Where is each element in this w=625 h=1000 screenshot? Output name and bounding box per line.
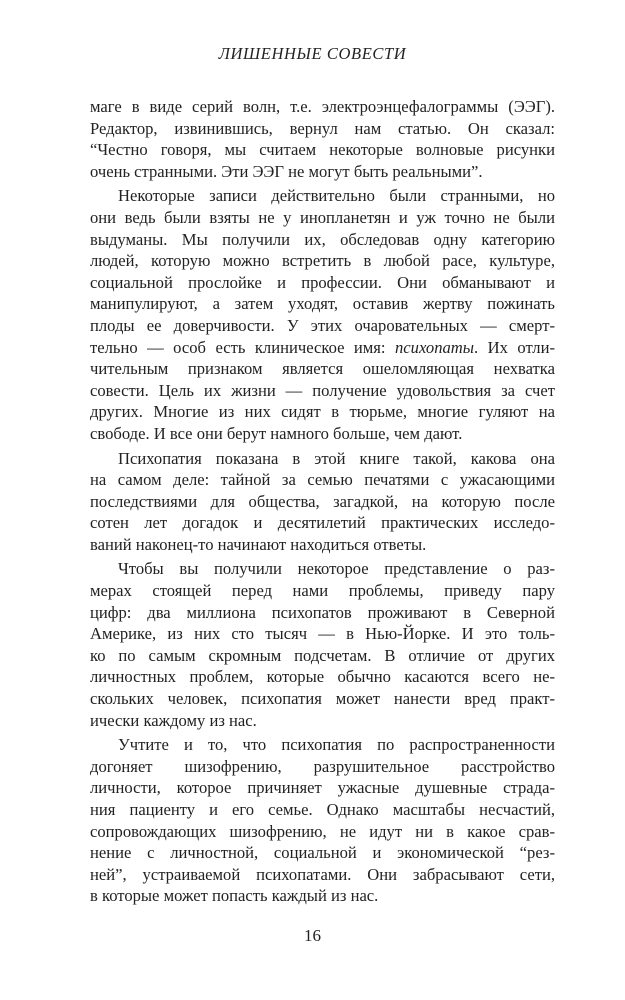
text-line: плоды ее доверчивости. У этих очаровательных — смерт-: [90, 315, 555, 335]
text-line: в которые может попасть каждый из нас.: [90, 886, 379, 906]
text-line: совести. Цель их жизни — получение удовольствия за счет: [90, 380, 555, 400]
running-head: ЛИШЕННЫЕ СОВЕСТИ: [218, 44, 407, 63]
text-line: Америке, из них сто тысяч — в Нью-Йорке. И это толь-: [90, 624, 555, 644]
text-line: на самом деле: тайной за семью печатями с ужасающими: [90, 470, 555, 490]
text-line: нение с личностной, социальной и экономической “рез-: [90, 843, 555, 863]
text-line: очень странными. Эти ЭЭГ не могут быть реальными”.: [90, 161, 483, 181]
body-text: [90, 96, 555, 907]
text-line: свободе. И все они берут намного больше, чем дают.: [90, 423, 463, 443]
text-line: других. Многие из них сидят в тюрьме, многие гуляют на: [90, 402, 555, 422]
text-line: догоняет шизофрению, разрушительное расстройство: [90, 756, 555, 776]
text-line: ически каждому из нас.: [90, 710, 257, 730]
text-line: Психопатия показана в этой книге такой, какова она: [118, 448, 555, 468]
text-line: они ведь были взяты не у инопланетян и уж точно не были: [90, 207, 555, 227]
text-line: цифр: два миллиона психопатов проживают в Северной: [90, 602, 555, 622]
line-text: . Их отли-: [474, 337, 555, 357]
text-line: Редактор, извинившись, вернул нам статью. Он сказал:: [90, 118, 555, 138]
text-line: скольких человек, психопатия может нанести вред практ-: [90, 689, 555, 709]
text-line: Чтобы вы получили некоторое представление о раз-: [118, 559, 555, 579]
text-line: ко по самым скромным подсчетам. В отличие от других: [90, 645, 555, 665]
text-line: ней”, устраиваемой психопатами. Они забрасывают сети,: [90, 864, 555, 884]
paragraph-2: [90, 185, 555, 444]
text-line: Учтите и то, что психопатия по распространенности: [118, 735, 555, 755]
text-line: социальной прослойке и профессии. Они обманывают и: [90, 272, 555, 292]
text-line: манипулируют, а затем уходят, оставив жертву пожинать: [90, 294, 555, 314]
text-line: ваний наконец-то начинают находиться ответы.: [90, 534, 427, 554]
text-line: последствиями для общества, загадкой, на которую после: [90, 491, 555, 511]
text-line: личности, которое причиняет ужасные душевные страда-: [90, 778, 555, 798]
text-line: выдуманы. Мы получили их, обследовав одну категорию: [90, 229, 555, 249]
text-line: людей, которую можно встретить в любой расе, культуре,: [90, 251, 555, 271]
text-line: чительным признаком является ошеломляющая нехватка: [90, 359, 555, 379]
paragraph-1: [90, 96, 555, 182]
text-line: маге в виде серий волн, т.е. электроэнцефалограммы (ЭЭГ).: [90, 97, 555, 116]
text-line: личностных проблем, которые обычно касаются всего не-: [90, 667, 555, 687]
text-line: ния пациенту и его семье. Однако масштабы несчастий,: [90, 800, 555, 819]
page-number: 16: [304, 926, 321, 945]
text-line: “Честно говоря, мы считаем некоторые волновые рисунки: [90, 140, 555, 160]
text-line: сотен лет догадок и десятилетий практических исследо-: [90, 513, 555, 533]
paragraph-3: [90, 448, 555, 556]
paragraph-5: [90, 734, 555, 907]
paragraph-4: [90, 558, 555, 731]
line-text: тельно — особ есть клиническое имя:: [90, 337, 395, 357]
text-line: [90, 337, 555, 359]
italic-term: психопаты: [394, 337, 475, 357]
text-line: Некоторые записи действительно были странными, но: [118, 186, 555, 206]
text-line: сопровождающих шизофрению, не идут ни в какое срав-: [90, 821, 555, 841]
text-line: мерах стоящей перед нами проблемы, приведу пару: [90, 581, 555, 601]
